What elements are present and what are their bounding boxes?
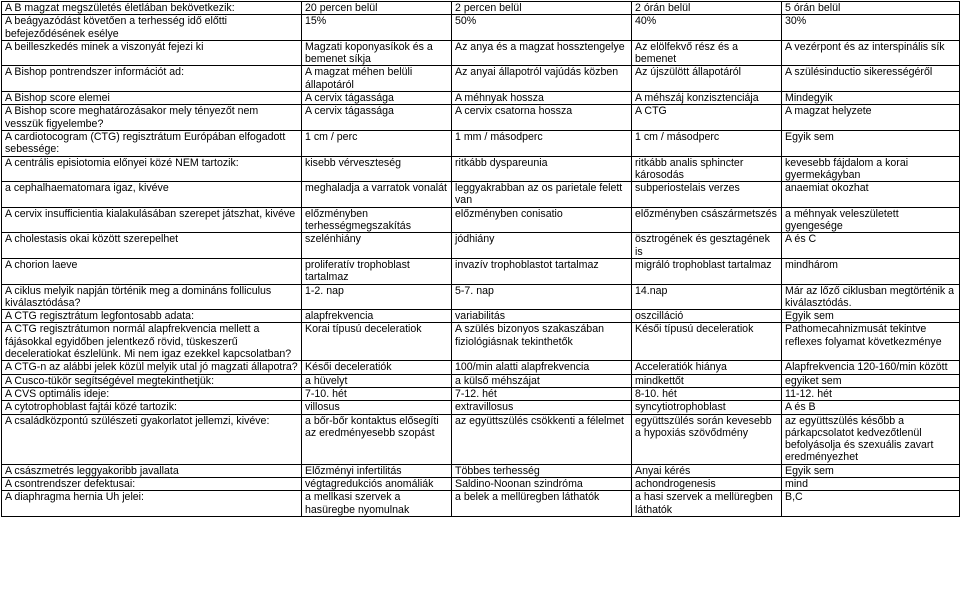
answer-d-cell: B,C [782, 491, 960, 517]
answer-d-cell: a méhnyak veleszületett gyengesége [782, 207, 960, 233]
answer-c-cell: mindkettőt [632, 374, 782, 387]
answer-d-cell: A vezérpont és az interspinális sík [782, 40, 960, 66]
table-row [2, 233, 960, 259]
answer-a-cell: A magzat méhen belüli állapotáról [302, 66, 452, 92]
table-row [2, 66, 960, 92]
answer-a-cell: 1 cm / perc [302, 130, 452, 156]
table-row [2, 258, 960, 284]
answer-a-cell: kisebb vérveszteség [302, 156, 452, 182]
table-row [2, 361, 960, 374]
table-row [2, 401, 960, 414]
question-cell: A Cusco-tükör segítségével megtekinthetjük: [2, 374, 302, 387]
question-cell: A cytotrophoblast fajtái közé tartozik: [2, 401, 302, 414]
answer-c-cell: 1 cm / másodperc [632, 130, 782, 156]
answer-d-cell: A és B [782, 401, 960, 414]
answer-c-cell: oszcilláció [632, 310, 782, 323]
answer-d-cell: A magzat helyzete [782, 105, 960, 131]
table-row [2, 284, 960, 310]
table-row [2, 92, 960, 105]
question-cell: A ciklus melyik napján történik meg a domináns folliculus kiválasztódása? [2, 284, 302, 310]
question-cell: A császmetrés leggyakoribb javallata [2, 464, 302, 477]
table-row [2, 464, 960, 477]
question-cell: A chorion laeve [2, 258, 302, 284]
table-row [2, 477, 960, 490]
table-row [2, 310, 960, 323]
question-cell: A B magzat megszületés életlában bekövetkezik: [2, 2, 302, 15]
answer-b-cell: ritkább dyspareunia [452, 156, 632, 182]
question-cell: A cholestasis okai között szerepelhet [2, 233, 302, 259]
answer-d-cell: Egyik sem [782, 130, 960, 156]
answer-a-cell: proliferatív trophoblast tartalmaz [302, 258, 452, 284]
answer-c-cell: syncytiotrophoblast [632, 401, 782, 414]
answer-a-cell: a bőr-bőr kontaktus elősegíti az eredményesebb szopást [302, 414, 452, 464]
answer-c-cell: migráló trophoblast tartalmaz [632, 258, 782, 284]
answer-c-cell: A CTG [632, 105, 782, 131]
table-row [2, 15, 960, 41]
answer-d-cell: 11-12. hét [782, 387, 960, 400]
question-cell: A Bishop pontrendszer információt ad: [2, 66, 302, 92]
question-cell: a cephalhaematomara igaz, kivéve [2, 182, 302, 208]
answer-c-cell: Az elölfekvő rész és a bemenet [632, 40, 782, 66]
answer-c-cell: Az újszülött állapotáról [632, 66, 782, 92]
table-row [2, 130, 960, 156]
answer-b-cell: a belek a mellüregben láthatók [452, 491, 632, 517]
question-cell: A cervix insufficientia kialakulásában szerepet játszhat, kivéve [2, 207, 302, 233]
answer-c-cell: subperiostelais verzes [632, 182, 782, 208]
answer-b-cell: A méhnyak hossza [452, 92, 632, 105]
question-cell: A beilleszkedés minek a viszonyát fejezi ki [2, 40, 302, 66]
question-cell: A diaphragma hernia Uh jelei: [2, 491, 302, 517]
question-cell: A CTG-n az alábbi jelek közül melyik utal jó magzati állapotra? [2, 361, 302, 374]
answer-b-cell: Többes terhesség [452, 464, 632, 477]
answer-d-cell: anaemiat okozhat [782, 182, 960, 208]
question-cell: A csontrendszer defektusai: [2, 477, 302, 490]
answer-d-cell: A szülésinductio sikerességéről [782, 66, 960, 92]
answer-c-cell: ritkább analis sphincter károsodás [632, 156, 782, 182]
answer-b-cell: A szülés bizonyos szakaszában fiziológiásnak tekinthetők [452, 323, 632, 361]
answer-b-cell: 50% [452, 15, 632, 41]
answer-c-cell: 40% [632, 15, 782, 41]
answer-c-cell: Késői típusú deceleratiok [632, 323, 782, 361]
answer-a-cell: 15% [302, 15, 452, 41]
quiz-table-body [2, 2, 960, 517]
answer-c-cell: A méhszáj konzisztenciája [632, 92, 782, 105]
answer-a-cell: szelénhiány [302, 233, 452, 259]
answer-a-cell: A cervix tágassága [302, 92, 452, 105]
answer-a-cell: Előzményi infertilitás [302, 464, 452, 477]
answer-b-cell: Saldino-Noonan szindróma [452, 477, 632, 490]
answer-b-cell: a külső méhszájat [452, 374, 632, 387]
table-row [2, 105, 960, 131]
answer-c-cell: együttszülés során kevesebb a hypoxiás szövődmény [632, 414, 782, 464]
answer-d-cell: A és C [782, 233, 960, 259]
answer-d-cell: Egyik sem [782, 310, 960, 323]
question-cell: A cardiotocogram (CTG) regisztrátum Európában elfogadott sebessége: [2, 130, 302, 156]
answer-c-cell: Anyai kérés [632, 464, 782, 477]
answer-a-cell: Magzati koponyasíkok és a bemenet síkja [302, 40, 452, 66]
table-row [2, 323, 960, 361]
table-row [2, 414, 960, 464]
answer-b-cell: invazív trophoblastot tartalmaz [452, 258, 632, 284]
answer-c-cell: 2 órán belül [632, 2, 782, 15]
answer-a-cell: a hüvelyt [302, 374, 452, 387]
answer-b-cell: 5-7. nap [452, 284, 632, 310]
answer-d-cell: mind [782, 477, 960, 490]
answer-a-cell: A cervix tágassága [302, 105, 452, 131]
answer-a-cell: végtagredukciós anomáliák [302, 477, 452, 490]
answer-d-cell: egyiket sem [782, 374, 960, 387]
answer-b-cell: 100/min alatti alapfrekvencia [452, 361, 632, 374]
table-row [2, 207, 960, 233]
table-row [2, 491, 960, 517]
answer-b-cell: Az anya és a magzat hossztengelye [452, 40, 632, 66]
answer-b-cell: 2 percen belül [452, 2, 632, 15]
answer-b-cell: A cervix csatorna hossza [452, 105, 632, 131]
answer-a-cell: Korai típusú deceleratiok [302, 323, 452, 361]
answer-c-cell: 14.nap [632, 284, 782, 310]
answer-a-cell: alapfrekvencia [302, 310, 452, 323]
question-cell: A CTG regisztrátum legfontosabb adata: [2, 310, 302, 323]
answer-c-cell: achondrogenesis [632, 477, 782, 490]
answer-a-cell: 1-2. nap [302, 284, 452, 310]
answer-b-cell: jódhiány [452, 233, 632, 259]
answer-a-cell: Késői deceleratiók [302, 361, 452, 374]
answer-b-cell: 1 mm / másodperc [452, 130, 632, 156]
answer-c-cell: Acceleratiók hiánya [632, 361, 782, 374]
quiz-table [1, 1, 960, 517]
table-row [2, 182, 960, 208]
answer-d-cell: az együttszülés később a párkapcsolatot kedvezőtlenül befolyásolja és szexuális zavart eredményezhet [782, 414, 960, 464]
question-cell: A beágyazódást követően a terhesség idő előtti befejeződésének esélye [2, 15, 302, 41]
answer-b-cell: 7-12. hét [452, 387, 632, 400]
table-row [2, 2, 960, 15]
answer-c-cell: előzményben császármetszés [632, 207, 782, 233]
answer-d-cell: Már az lőző ciklusban megtörténik a kiválasztódás. [782, 284, 960, 310]
question-cell: A centrális episiotomia előnyei közé NEM tartozik: [2, 156, 302, 182]
answer-d-cell: 5 órán belül [782, 2, 960, 15]
answer-a-cell: meghaladja a varratok vonalát [302, 182, 452, 208]
answer-d-cell: kevesebb fájdalom a korai gyermekágyban [782, 156, 960, 182]
answer-b-cell: leggyakrabban az os parietale felett van [452, 182, 632, 208]
answer-b-cell: Az anyai állapotról vajúdás közben [452, 66, 632, 92]
answer-d-cell: mindhárom [782, 258, 960, 284]
answer-d-cell: Egyik sem [782, 464, 960, 477]
question-cell: A családközpontú szülészeti gyakorlatot jellemzi, kivéve: [2, 414, 302, 464]
table-row [2, 387, 960, 400]
question-cell: A Bishop score elemei [2, 92, 302, 105]
answer-d-cell: Alapfrekvencia 120-160/min között [782, 361, 960, 374]
answer-a-cell: villosus [302, 401, 452, 414]
answer-d-cell: Pathomecahnizmusát tekintve reflexes folyamat következménye [782, 323, 960, 361]
answer-c-cell: 8-10. hét [632, 387, 782, 400]
table-row [2, 156, 960, 182]
answer-a-cell: előzményben terhességmegszakítás [302, 207, 452, 233]
answer-c-cell: a hasi szervek a mellüregben láthatók [632, 491, 782, 517]
answer-d-cell: Mindegyik [782, 92, 960, 105]
question-cell: A CVS optimális ideje: [2, 387, 302, 400]
answer-d-cell: 30% [782, 15, 960, 41]
answer-c-cell: ösztrogének és gesztagének is [632, 233, 782, 259]
table-row [2, 374, 960, 387]
question-cell: A CTG regisztrátumon normál alapfrekvencia mellett a fájásokkal egyidőben jelentkező rövid, tüskeszerű deceleratiokat észlelünk. Mi nem igaz ezekkel kapcsolatban? [2, 323, 302, 361]
answer-a-cell: a mellkasi szervek a hasüregbe nyomulnak [302, 491, 452, 517]
answer-b-cell: előzményben conisatio [452, 207, 632, 233]
answer-b-cell: az együttszülés csökkenti a félelmet [452, 414, 632, 464]
answer-a-cell: 20 percen belül [302, 2, 452, 15]
answer-b-cell: variabilitás [452, 310, 632, 323]
answer-b-cell: extravillosus [452, 401, 632, 414]
question-cell: A Bishop score meghatározásakor mely tényezőt nem vesszük figyelembe? [2, 105, 302, 131]
answer-a-cell: 7-10. hét [302, 387, 452, 400]
table-row [2, 40, 960, 66]
